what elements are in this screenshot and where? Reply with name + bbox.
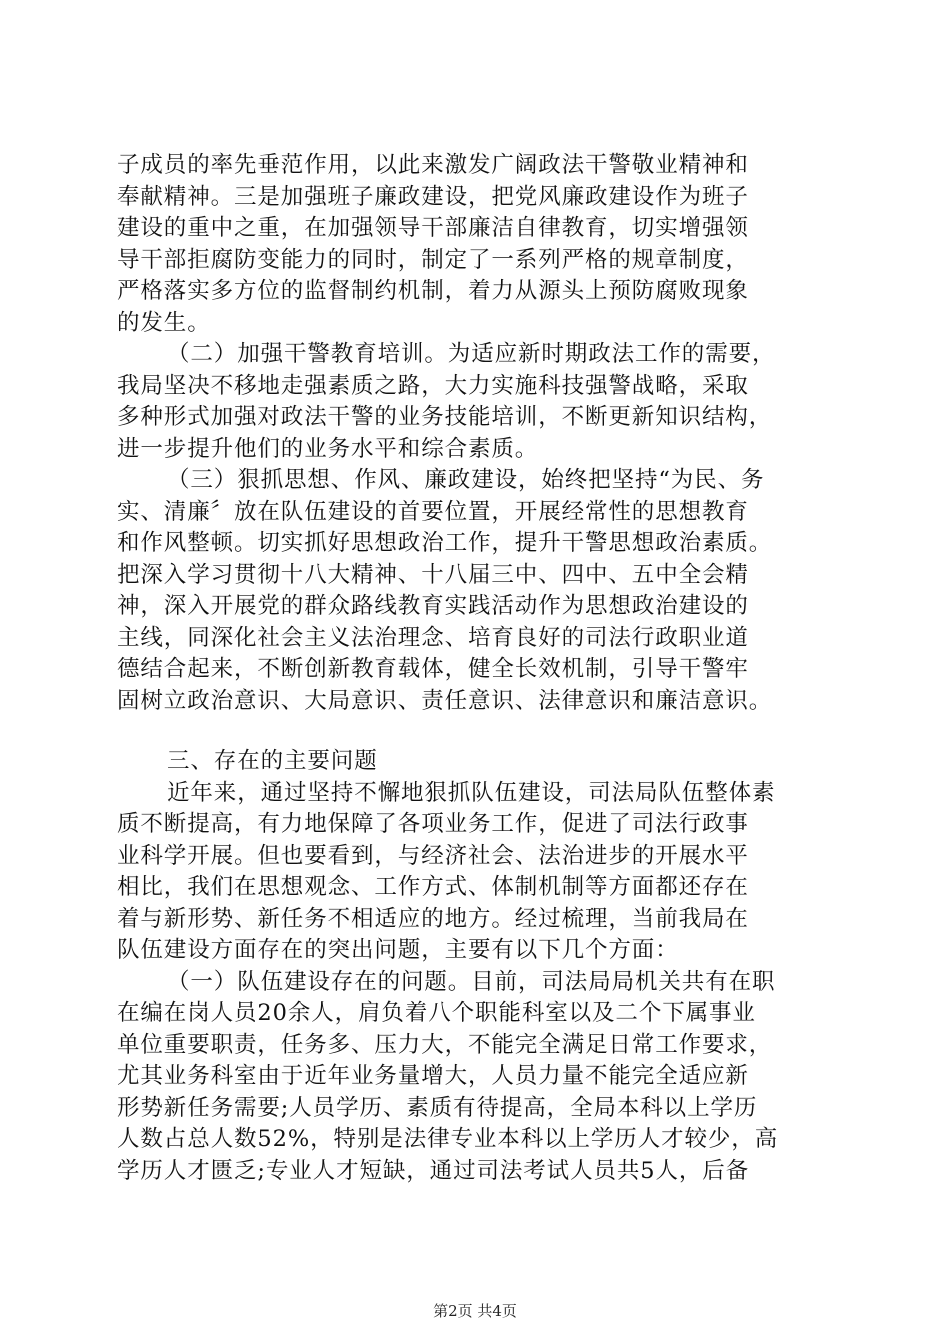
- paragraph-line: 建设的重中之重，在加强领导干部廉洁自律教育，切实增强领: [117, 215, 749, 241]
- paragraph-line: 队伍建设方面存在的突出问题，主要有以下几个方面：: [117, 937, 679, 963]
- paragraph-line: 相比，我们在思想观念、工作方式、体制机制等方面都还存在: [117, 874, 749, 900]
- paragraph-line: 的发生。: [117, 309, 211, 336]
- paragraph-line: 尤其业务科室由于近年业务量增大，人员力量不能完全适应新: [117, 1063, 749, 1089]
- paragraph-line: 神，深入开展党的群众路线教育实践活动作为思想政治建设的: [117, 593, 749, 619]
- paragraph-line: 质不断提高，有力地保障了各项业务工作，促进了司法行政事: [117, 811, 749, 837]
- paragraph-line: 形势新任务需要;人员学历、素质有待提高，全局本科以上学历: [117, 1094, 758, 1121]
- paragraph-line: 单位重要职责，任务多、压力大，不能完全满足日常工作要求，: [117, 1031, 773, 1058]
- paragraph-line: 学历人才匮乏;专业人才短缺，通过司法考试人员共5人，后备: [117, 1157, 750, 1184]
- paragraph-line: 固树立政治意识、大局意识、责任意识、法律意识和廉洁意识。: [117, 687, 773, 714]
- section-spacer: [117, 717, 837, 746]
- body-text: [117, 150, 837, 1187]
- page-number-footer: 第2页 共4页: [433, 1302, 517, 1320]
- paragraph-line: 着与新形势、新任务不相适应的地方。经过梳理，当前我局在: [117, 905, 749, 932]
- paragraph-line: 业科学开展。但也要看到，与经济社会、法治进步的开展水平: [117, 842, 749, 869]
- paragraph-line: 和作风整顿。切实抓好思想政治工作，提升干警思想政治素质。: [117, 530, 773, 556]
- paragraph-line: 德结合起来，不断创新教育载体，健全长效机制，引导干警牢: [117, 656, 749, 682]
- paragraph-line: 主线，同深化社会主义法治理念、培育良好的司法行政职业道: [117, 624, 749, 651]
- paragraph-line: 把深入学习贯彻十八大精神、十八届三中、四中、五中全会精: [117, 561, 749, 588]
- paragraph-line: 导干部拒腐防变能力的同时，制定了一系列严格的规章制度，: [117, 246, 749, 273]
- paragraph-line: 奉献精神。三是加强班子廉政建设，把党风廉政建设作为班子: [117, 183, 749, 210]
- section-heading: 三、存在的主要问题: [167, 748, 378, 774]
- paragraph-line: 我局坚决不移地走强素质之路，大力实施科技强警战略，采取: [117, 372, 749, 399]
- paragraph-line: 在编在岗人员20余人，肩负着八个职能科室以及二个下属事业: [117, 1000, 756, 1026]
- paragraph-line: 严格落实多方位的监督制约机制，着力从源头上预防腐败现象: [117, 278, 749, 304]
- paragraph-line: 子成员的率先垂范作用，以此来激发广阔政法干警敬业精神和: [117, 152, 749, 178]
- paragraph-line: 多种形式加强对政法干警的业务技能培训，不断更新知识结构，: [117, 404, 773, 430]
- paragraph-line: 实、清廉〞放在队伍建设的首要位置，开展经常性的思想教育: [117, 498, 749, 525]
- paragraph-line: （二）加强干警教育培训。为适应新时期政法工作的需要，: [167, 341, 776, 367]
- paragraph-line: 近年来，通过坚持不懈地狠抓队伍建设，司法局队伍整体素: [167, 779, 776, 806]
- paragraph-line: 进一步提升他们的业务水平和综合素质。: [117, 435, 539, 462]
- paragraph-line: （一）队伍建设存在的问题。目前，司法局局机关共有在职: [167, 968, 776, 995]
- paragraph-line: 人数占总人数52%，特别是法律专业本科以上学历人才较少，高: [117, 1126, 779, 1152]
- paragraph-line: （三）狠抓思想、作风、廉政建设，始终把坚持“为民、务: [167, 467, 765, 493]
